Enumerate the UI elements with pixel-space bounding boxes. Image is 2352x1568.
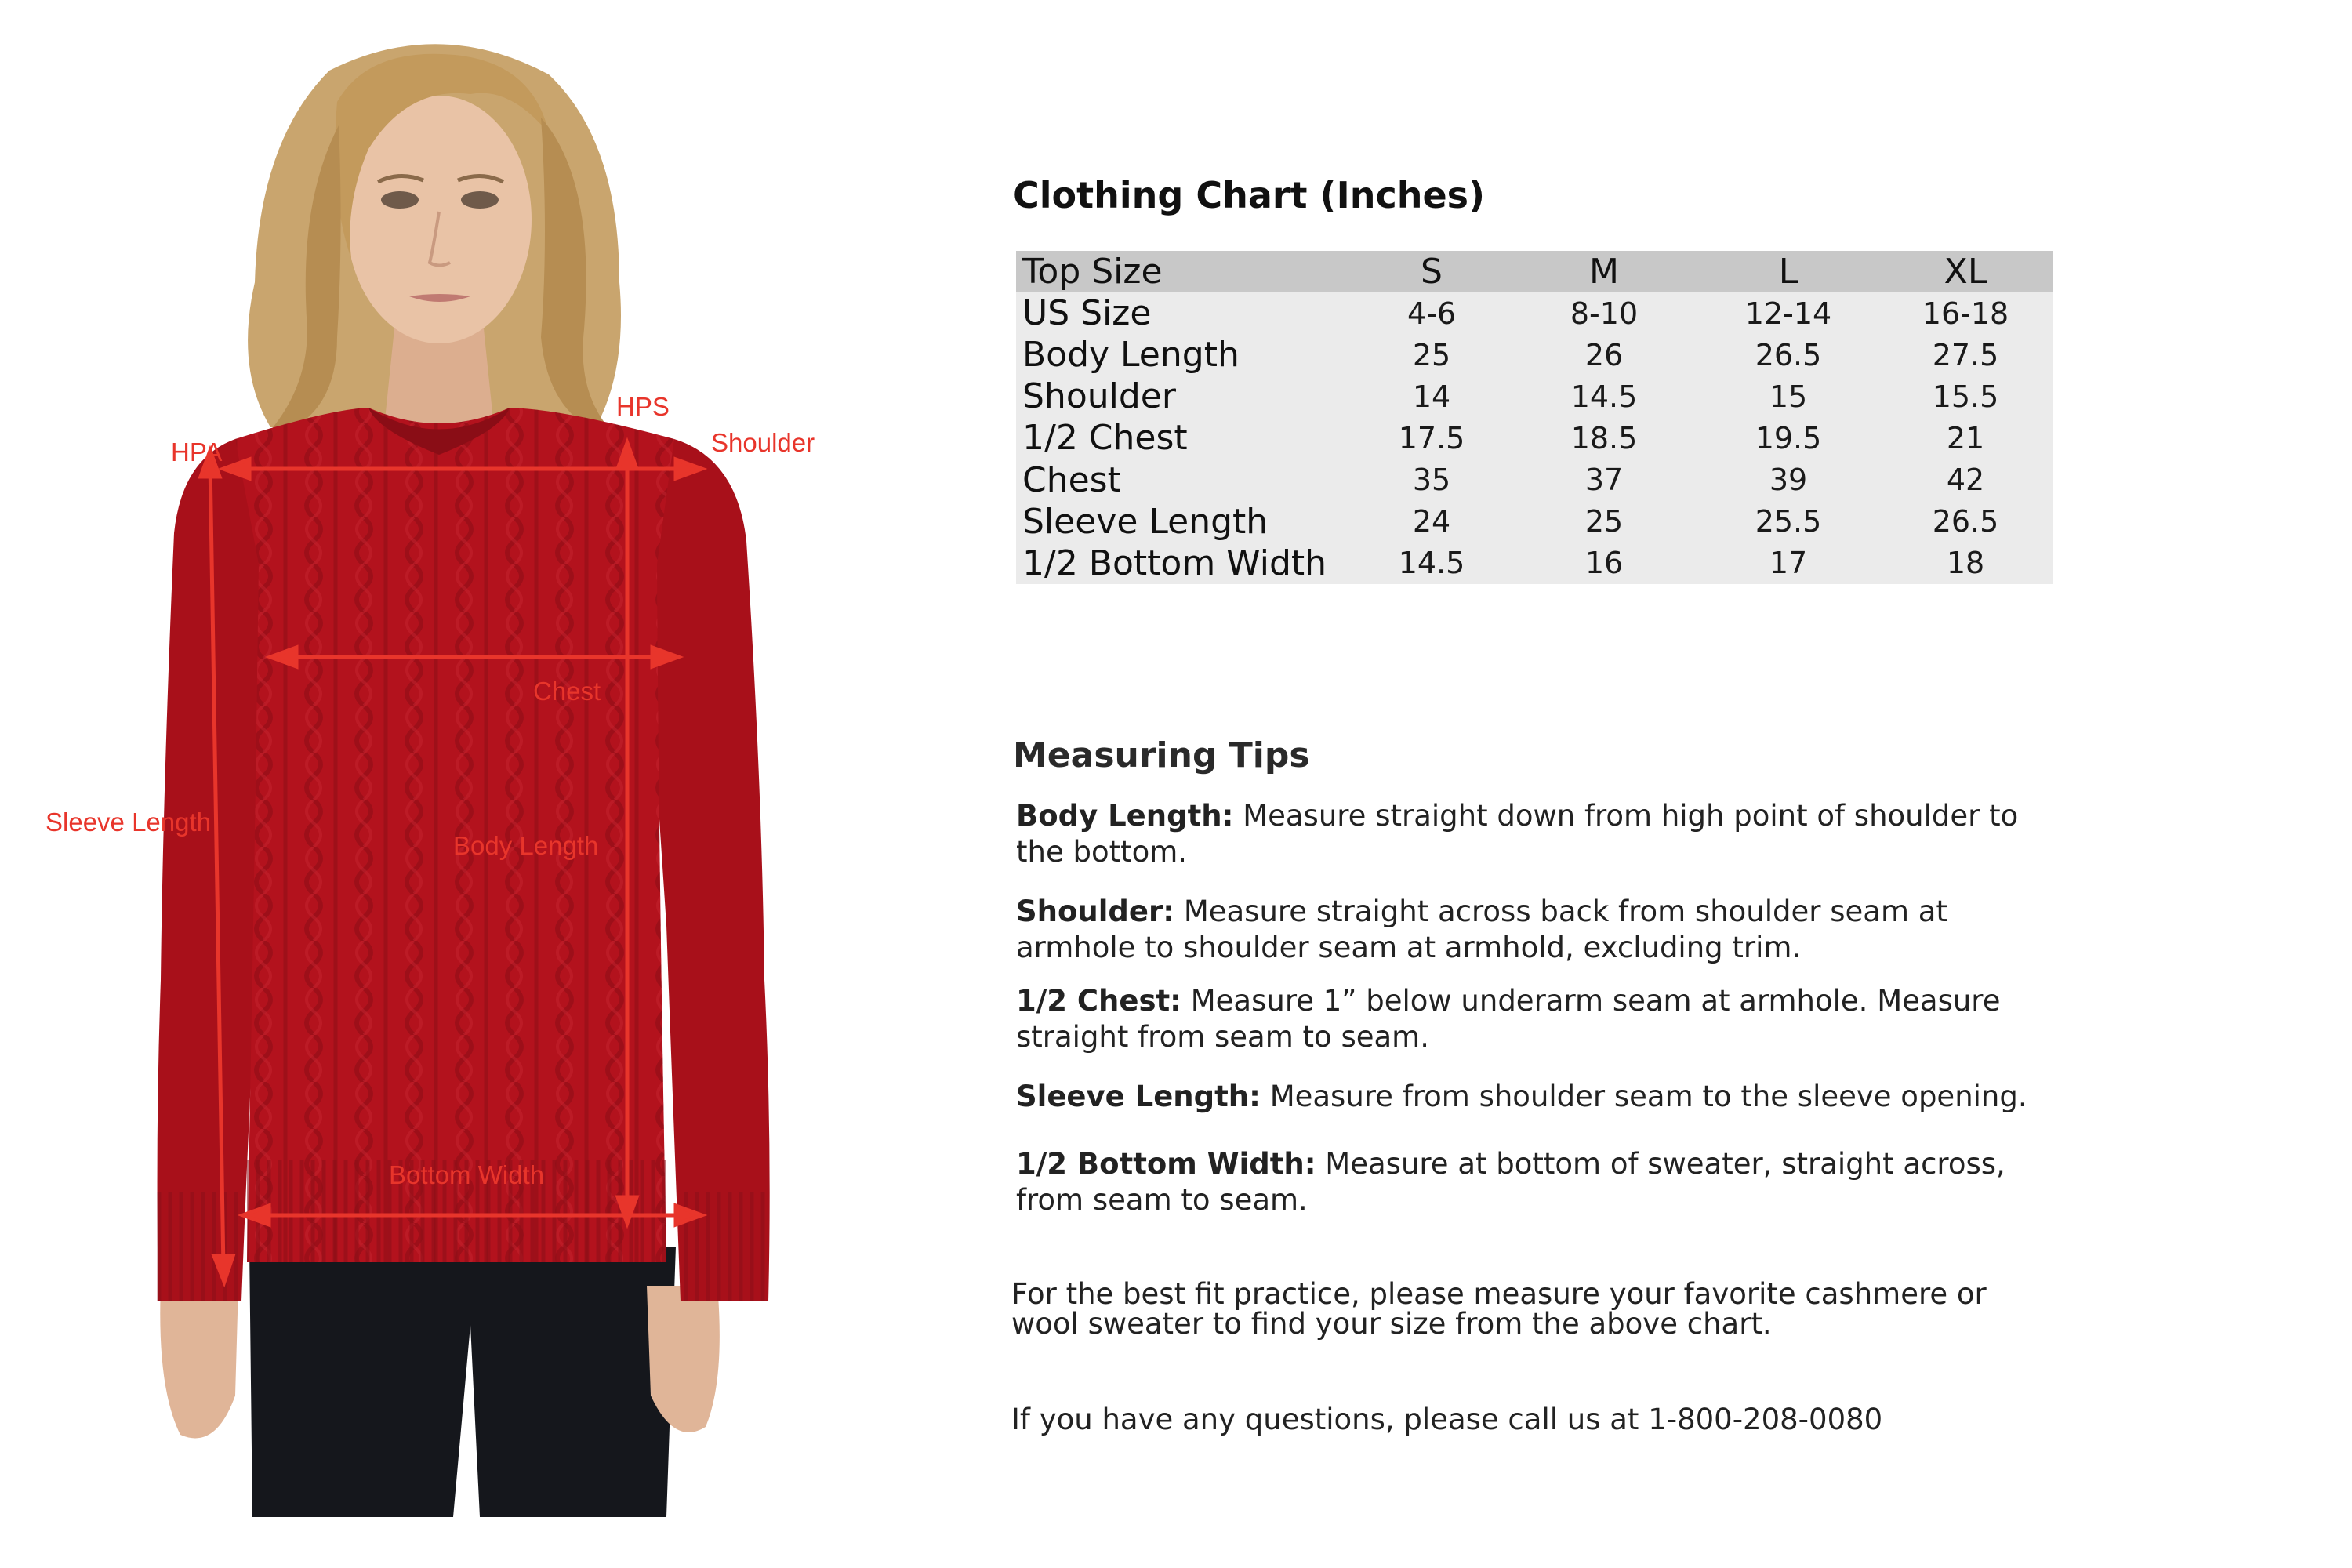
table-row [1016,501,2053,543]
table-row [1016,543,2053,584]
row-label: 1/2 Chest [1022,418,1188,459]
table-cell: 37 [1584,463,1624,498]
row-label: Shoulder [1022,376,1176,417]
tip-shoulder [1016,894,2059,966]
table-cell: 35 [1412,463,1451,498]
label-sleeve-length: Sleeve Length [45,808,212,837]
table-cell: 21 [1946,420,1985,456]
table-cell: 17 [1769,546,1808,581]
table-cell: 14 [1412,379,1451,414]
size-xl: XL [1944,252,1987,292]
measuring-tips-title: Measuring Tips [1013,735,1310,775]
table-cell: 26.5 [1755,337,1822,372]
label-bottom-width: Bottom Width [389,1160,545,1189]
table-cell: 19.5 [1755,420,1822,456]
label-chest: Chest [533,677,601,706]
tip-term: 1/2 Bottom Width: [1016,1147,1316,1181]
label-shoulder: Shoulder [711,428,815,457]
tip-term: 1/2 Chest: [1016,984,1181,1018]
label-hps: HPS [616,392,670,421]
table-cell: 14.5 [1398,546,1465,581]
size-l: L [1778,252,1798,292]
table-cell: 17.5 [1398,420,1465,456]
label-hpa: HPA [171,437,223,466]
table-cell: 16 [1584,546,1624,581]
table-cell: 26 [1584,337,1624,372]
model-figure [0,0,972,1568]
tip-text: Measure straight down from high point of shoulder to the bottom. [1016,799,2019,869]
table-row [1016,334,2053,376]
row-label: US Size [1022,293,1152,334]
row-label: 1/2 Bottom Width [1022,543,1327,583]
tip-sleeve-length [1016,1079,2059,1115]
table-cell: 8-10 [1570,296,1639,331]
size-m: M [1589,252,1619,292]
table-row [1016,376,2053,417]
row-label: Chest [1022,459,1121,500]
row-label: Body Length [1022,335,1240,376]
table-cell: 15.5 [1932,379,1999,414]
table-cell: 14.5 [1570,379,1638,414]
table-cell: 25 [1412,337,1451,372]
table-cell: 12-14 [1744,296,1832,331]
table-cell: 39 [1769,463,1808,498]
row-label: Sleeve Length [1022,501,1269,542]
best-fit-note: For the best fit practice, please measure your favorite cashmere or wool sweater to find your size from the above chart. [1011,1277,1987,1341]
table-cell: 25 [1584,504,1624,539]
size-chart-title: Clothing Chart (Inches) [1013,174,1486,216]
table-row [1016,417,2053,459]
tip-term: Shoulder: [1016,895,1175,928]
pants [249,1247,676,1517]
tip-text: Measure 1” below underarm seam at armhole. Measure straight from seam to seam. [1016,984,2001,1054]
label-body-length: Body Length [453,831,599,860]
header-label: Top Size [1022,252,1163,292]
tip-text: Measure straight across back from shoulder seam at armhole to shoulder seam at armhold, excluding trim. [1016,895,1947,964]
table-cell: 4-6 [1406,296,1457,331]
tip-text: Measure at bottom of sweater, straight across, from seam to seam. [1016,1147,2005,1217]
tip-term: Body Length: [1016,799,1234,833]
tip-half-chest [1016,983,2059,1055]
table-row [1016,292,2053,334]
size-chart-table [1016,251,2053,584]
table-cell: 26.5 [1932,504,1999,539]
table-cell: 18 [1946,546,1985,581]
table-cell: 18.5 [1570,420,1638,456]
size-s: S [1421,252,1443,292]
tip-text: Measure from shoulder seam to the sleeve opening. [1260,1080,2027,1113]
size-header-row [1016,251,2053,292]
table-cell: 25.5 [1755,504,1822,539]
tip-body-length [1016,798,2059,870]
questions-note: If you have any questions, please call us at 1-800-208-0080 [1011,1403,1883,1436]
tip-term: Sleeve Length: [1016,1080,1261,1113]
tip-half-bottom-width [1016,1146,2059,1218]
table-cell: 42 [1946,463,1985,498]
model-illustration [0,0,972,1568]
table-cell: 15 [1769,379,1808,414]
table-cell: 24 [1412,504,1451,539]
table-row [1016,459,2053,501]
table-cell: 27.5 [1932,337,1999,372]
table-cell: 16-18 [1922,296,2009,331]
